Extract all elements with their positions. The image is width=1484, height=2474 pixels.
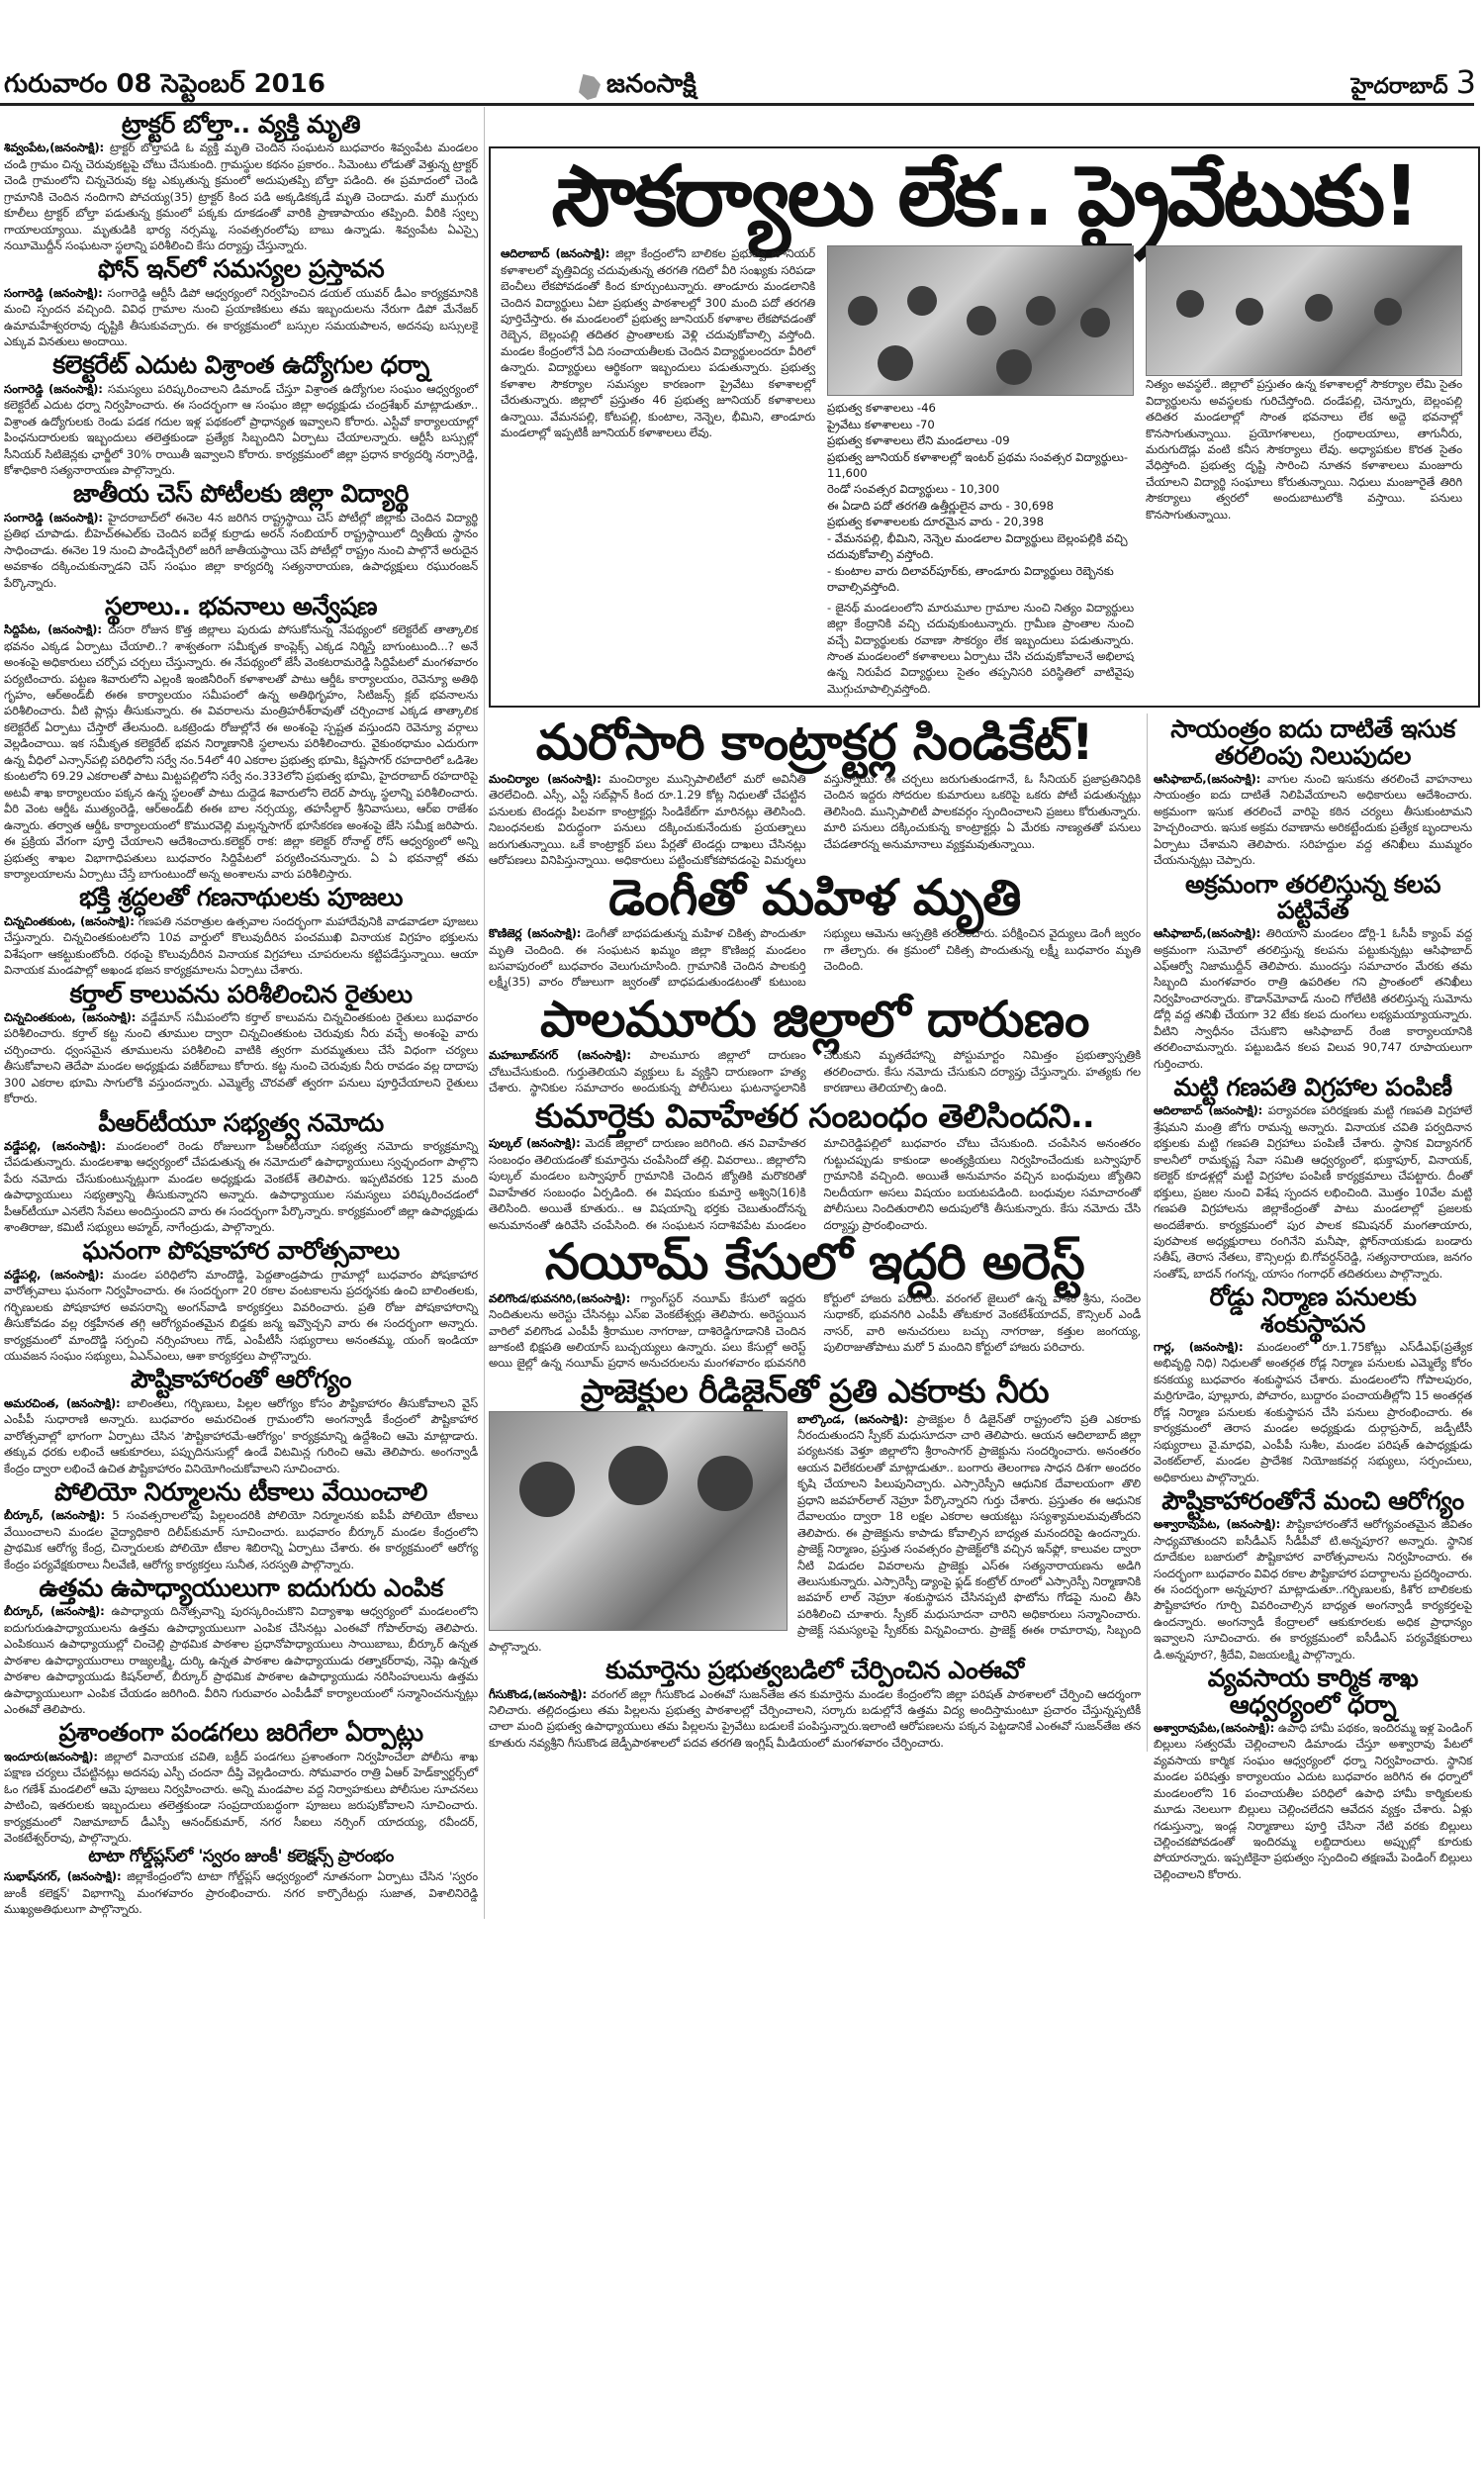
article-text: మండలంలో రెండు రోజులుగా పీఆర్‌టీయూ సభ్యత్వ నమోదు కార్యక్రమాన్ని చేపడుతున్నారు. మండలశాఖ ఆధ్వర్యంలో చేపడుతున్న ఈ నమోదులో ఉపాధ్యాయులు స్వఛ్ఛందంగా పాల్గొని పేరు నమోదు చేసుకుంటున్నట్లుగా మండల అధ్యక్షుడు వెంకటేశ్ తెలిపారు. ఇప్పటివరకు 125 మంది ఉపాధ్యాయులు సభ్యత్వాన్ని తీసుకున్నారని అన్నారు. ఉపాధ్యాయుల సమస్యలు పరిష్కరించడంలో పీఆర్‌టీయూ ఎనలేని సేవలు అందిస్తుందని వారు ఈ సందర్భంగా పేర్కొన్నారు. కార్యక్రమంలో జిల్లా ఉపాధ్యక్షుడు శాంతిరాజు, కమిటీ సభ్యులు అహ్మద్, నాగేంద్రుడు, పాల్గొన్నారు. [4, 1138, 478, 1235]
article-text: పౌష్టికాహారంతోనే ఆరోగ్యవంతమైన జీవితం సాధ్యమౌతుందని ఐసీడీఎస్ సీడీపీవో టి.అన్నపూర? అన్నారు. స్థానిక దూదేకుల బజారులో పౌష్టికాహార వారోత్సవాలను నిర్వహించారు. ఈ సందర్భంగా బుధవారం వివిధ రకాల పౌష్టికాహార పదార్థాలను ప్రదర్శించారు. ఈ సందర్భంగా అన్నపూర? మాట్లాడుతూ..గర్భిణులకు, కిశోర బాలికలకు పౌష్టికాహారం గూర్చి వివరించాల్సిన బాధ్యత అంగన్వాడీ కార్యకర్తలపై ఉందన్నారు. అంగన్వాడీ కేంద్రాలలో ఆకుకూరలకు అధిక ప్రాధాన్యం ఇవ్వాలని సూచించారు. ఈ కార్యక్రమంలో ఐసీడీఎస్ పర్యవేక్షకురాలు డి.అన్నపూర?, శ్రీదేవి, విజయలక్ష్మి పాల్గొన్నారు. [1154, 1517, 1472, 1662]
article-headline: టాటా గోల్డ్‌ప్లస్‌లో 'స్వరం జుంకీ' కలెక్షన్స్ ప్రారంభం [88, 1847, 394, 1867]
dateline: బీర్కూర్, (జనంసాక్షి): [4, 1508, 106, 1523]
article [4, 591, 478, 883]
speaker-visit-photo [489, 1411, 788, 1631]
telangana-map-icon [579, 74, 601, 100]
article-text: బాలింతలు, గర్భిణులు, పిల్లల ఆరోగ్యం కోసం పౌష్టికాహారం తీసుకోవాలని వైస్ ఎంపీపీ సుధారాణి అన్నారు. బుధవారం అమరచింత గ్రామంలోని అంగన్వాడీ కేంద్రంలో పౌష్టికాహార వారోత్సవాల్లో భాగంగా ఏర్పాటు చేసిన 'పౌష్టికాహారమే-ఆరోగ్యం' కార్యక్రమాన్ని ఉద్దేశించి ఆమె మాట్లాడారు. తక్కువ ధరకు లభించే ఆకుకూరలు, పప్పుదినుసుల్లో ఉండే విటమిన్ల గురించి ఆమె తెలిపారు. అంగన్వాడీ కేంద్రం ద్వారా లభించే ఉచిత పౌష్టికాహారం వినియోగించుకోవాలని సూచించారు. [4, 1395, 478, 1475]
article [4, 352, 478, 478]
article-body: నిత్యం అవస్థలే.. జిల్లాలో ప్రస్తుతం ఉన్న కళాశాలల్లో సౌకర్యాల లేమి సైతం విద్యార్థులను అవస్థలకు గురిచేస్తోంది. దండేపల్లి, చెన్నూరు, బెల్లంపల్లి తదితర మండలాల్లో సొంత భవనాలు లేక అద్దె భవనాల్లో కొనసాగుతున్నాయి. ప్రయోగశాలలు, గ్రంథాలయాలు, తాగునీరు, మరుగుదొడ్లు వంటి కనీస సౌకర్యాలు లేవు. అధ్యాపకుల కొరత సైతం వేధిస్తోంది. ప్రభుత్వ దృష్టి సారించి నూతన కళాశాలలు మంజూరు చేయాలని విద్యార్థి సంఘాలు కోరుతున్నాయి. నిధులు మంజూరైతే తిరిగి సౌకర్యాలు త్వరలో అందుబాటులోకి వస్తాయి. పనులు కొనసాగుతున్నాయి. [1146, 377, 1462, 522]
dateline: గీసుకొండ,(జనంసాక్షి): [489, 1686, 588, 1701]
article-text: గ్యాంగ్‌స్టర్ నయీమ్ కేసులో ఇద్దరు నిందితులను అరెస్టు చేసినట్లు ఎస్ఐ వెంకటేశ్వర్లు తెలిపారు. అరెస్టయిన వారిలో వలిగొండ ఎంపీపీ శ్రీరాముల నాగరాజు, దాశిరెడ్డిగూడానికి చెందిన జూకంటి భిక్షపతి అలియాస్ బుచ్చయ్యలు ఉన్నారు. పలు కేసుల్లో అరెస్ట్ అయి జైల్లో ఉన్న నయీమ్ ప్రధాన అనుచరులను మంగళవారం భువనగిరి కోర్టులో హాజరు పరిచారు. వరంగల్ జైలులో ఉన్న పాశం శ్రీను, సందెల సుధాకర్, భువనగిరి ఎంపీపీ తోటకూర వెంకటేశ్‌యాదవ్, కౌన్సిలర్ ఎండీ నాసర్, వారి అనుచరులు బచ్చు నాగరాజు, కత్తుల జంగయ్య, పులిరాజుతోపాటు మరో 5 మందిని కోర్టులో హాజరు పరిచారు. [489, 1290, 1141, 1371]
newspaper-logo [579, 69, 696, 105]
article-text: ప్రాజెక్టుల రీ డిజైన్‌తో రాష్ట్రంలోని ప్రతి ఎకరాకు నీరందుతుందని స్పీకర్ మధుసూదనా చారి తెలిపారు. ఆయన ఆదిలాబాద్ జిల్లా పర్యటనకు వెళ్తూ జిల్లాలోని శ్రీరాంసాగర్ ప్రాజెక్టును సందర్శించారు. అనంతరం ఆయన విలేకరులతో మాట్లాడుతూ.. బంగారు తెలంగాణ సాధన దిశగా అందరం కృషి చేయాలని పిలుపునిచ్చారు. ఎస్సారెస్పీని ఆధునిక దేవాలయంగా తొలి ప్రధాని జవహర్‌లాల్ నెహ్రూ పేర్కొన్నారని గుర్తు చేశారు. ప్రస్తుతం ఈ ఆధునిక దేవాలయం ద్వారా 18 లక్షల ఎకరాల ఆయకట్టు సస్యశ్యామలమవుతోందని తెలిపారు. ఈ ప్రాజెక్టును కాపాడు కోవాల్సిన బాధ్యత మనందరిపై ఉందన్నారు. ప్రాజెక్ట్ నిర్మాణం, ప్రస్తుత సంవత్సరం ప్రాజెక్ట్‌లోకి వచ్చిన ఇన్‌ఫ్లో, కాలువల ద్వారా నీటి విడుదల వివరాలను ప్రాజెక్టు ఎస్ఈ సత్యనారాయణను అడిగి తెలుసుకున్నారు. ఎస్సారెస్పీ డ్యాంపై ఫ్లడ్ కంట్రోల్ రూంలో ఎస్సారెస్పీ నిర్మాణానికి జవహర్ లాల్ నెహ్రూ శంకుస్థాపన చేసినప్పటి ఫొటోను గోడపై నుంచి తీసి పరిశీలించి చూశారు. స్పీకర్ మధుసూదనా చారిని అధికారులు సన్మానించారు. ప్రాజెక్ట్ సమస్యలపై స్పీకర్‌కు విన్నవించారు. ప్రాజెక్ట్ ఈఈ రామారావు, సిబ్బంది పాల్గొన్నారు. [489, 1411, 1141, 1654]
article-body [4, 1267, 478, 1365]
dateline: ఇందూరు(జనంసాక్షి): [4, 1749, 98, 1763]
dateline: అమరచింత, (జనంసాక్షి): [4, 1395, 121, 1410]
dateline: సంగారెడ్డి (జనంసాక్షి): [4, 510, 103, 524]
article-body [1154, 1339, 1472, 1485]
article-text: తిరియాని మండలం డోర్లి-1 ఓసీపీ క్యాంప్ వద్ద అక్రమంగా సుమోలో తరలిస్తున్న కలపను పట్టుకున్నట్లు ఆసిఫాబాద్ ఎఫ్ఆర్వో నిజాముద్దీన్ తెలిపారు. ముందస్తు సమాచారం మేరకు తమ సిబ్బంది మంగళవారం రాత్రి ఉపరితల గని ప్రాంతంలో తనిఖీలు నిర్వహించారన్నారు. కౌడాన్‌మోవాడ్ నుంచి గోలేటికి తరలిస్తున్న సుమోను డోర్లి వద్ద తనిఖీ చేయగా 32 టేకు కలప దుంగలు లభ్యమయ్యాయన్నారు. వీటిని స్వాధీనం చేసుకొని ఆసిఫాబాద్ రేంజి కార్యాలయానికి తరలించామన్నారు. పట్టుబడిన కలప విలువ 90,747 రూపాయలుగా గుర్తించారు. [1154, 926, 1472, 1071]
article-body [489, 1290, 1141, 1372]
article [489, 1233, 1141, 1372]
dateline: చిన్నచింతకుంట, (జనంసాక్షి): [4, 913, 135, 928]
article-headline: కుమార్తెకు వివాహేతర సంబంధం తెలిసిందని.. [534, 1095, 1095, 1135]
dateline: బాల్కొండ, (జనంసాక్షి): [797, 1411, 908, 1426]
article-text: పాలమూరు జిల్లాలో దారుణం చోటుచేసుకుంది. గుర్తుతెలియని వ్యక్తులు ఓ వ్యక్తిని దారుణంగా హత్య చేశారు. స్థానికుల సమాచారం అందుకున్న పోలీసులు ఘటనాస్థలానికి చేరుకుని మృతదేహాన్ని పోస్టుమార్టం నిమిత్తం ప్రభుత్వాస్పత్రికి తరలించారు. కేసు నమోదు చేసుకుని దర్యాప్తు చేస్తున్నారు. హత్యకు గల కారణాలు తెలియాల్సి ఉంది. [489, 1048, 1141, 1095]
article-headline: పోలియో నిర్మూలను టీకాలు వేయించాలి [54, 1476, 427, 1506]
article-body [1154, 771, 1472, 869]
stat-line: ప్రభుత్వ కళాశాలలు లేని మండలాలు -09 [827, 433, 1010, 448]
article-body [489, 771, 1141, 869]
article [489, 1371, 1141, 1655]
article-text: జిల్లాలో వినాయక చవితి, బక్రీద్ పండగలు ప్రశాంతంగా నిర్వహించేలా పోలీసు శాఖ పక్షాణ చర్యలు చేపట్టినట్లు అదనపు ఎస్పీ చందనా దీప్తి వెల్లడించారు. సోమవారం రాత్రి ఏఆర్ హెడ్‌క్వార్టర్స్‌లో ఓం గణేశ్ మండలిలో ఆమె పూజలు నిర్వహించారు. అన్ని మండపాల వద్ద నిర్వాహకులు పోలీసుల సూచనలు పాటించి, ఇతరులకు ఇబ్బందులు తలెత్తకుండా సంప్రదాయబద్ధంగా పూజలు జరుపుకోవాలని సూచించారు. కార్యక్రమంలో నిజామాబాద్ డీఎస్పీ ఆనంద్‌కుమార్, నగర సీఐలు నర్సింగ్ యాదయ్య, రవీందర్, వెంకటేశ్వర్‌రావు, పాల్గొన్నారు. [4, 1749, 478, 1845]
lead-headline: సౌకర్యాలు లేక.. ప్రైవేటుకు! [551, 147, 1418, 244]
masthead [0, 0, 1484, 107]
article-text: హైదరాబాద్‌లో ఈనెల 4న జరిగిన రాష్ట్రస్థాయి చెస్ పోటీల్లో జిల్లాకు చెందిన విద్యార్థి ప్రతిభ చూపాడు. బీహెచ్ఈఎల్‌కు చెందిన ఐదేళ్ల కుర్రాడు అరన్ నంబియార్ రాష్ట్రస్థాయిలో ద్వితీయ స్థానం సాధించాడు. ఈనెల 19 నుంచి పాండిచ్చేరిలో జరిగే జాతీయస్థాయి చెస్ పోటీల్లో రాష్ట్రం నుంచి పాల్గొనే అరుదైన అవకాశం దక్కించుకున్నాడని చెస్ సంఘం జిల్లా కార్యదర్శి సత్యనారాయణ, ఉపాధ్యక్షులు రఘురంజన్ పేర్కొన్నారు. [4, 510, 478, 590]
article-text: జిల్లాకేంద్రంలోని టాటా గోల్డ్‌ప్లస్ ఆధ్వర్యంలో నూతనంగా ఏర్పాటు చేసిన 'స్వరం జుంకీ కలెక్షన్' విభాగాన్ని మంగళవారం ప్రారంభించారు. నగర కార్పొరేటర్లు సుజాత, విశాలినిరెడ్డి ముఖ్యఅతిథులుగా పాల్గొన్నారు. [4, 1869, 478, 1917]
article-body [489, 1686, 1141, 1752]
article [4, 256, 478, 349]
dateline: బీర్కూర్, (జనంసాక్షి): [4, 1604, 105, 1619]
article-headline: మరోసారి కాంట్రాక్టర్ల సిండికేట్! [535, 714, 1094, 772]
article-body [4, 1507, 478, 1572]
article-text: ఉపాధ్యాయ దినోత్సవాన్ని పురస్కరించుకొని విద్యాశాఖ ఆధ్వర్యంలో మండలంలోని ఐదుగురుఉపాధ్యాయులను ఉత్తమ ఉపాధ్యాయులుగా ఎంపిక చేసినట్లు ఎంఈవో గోపాల్‌రావు తెలిపారు. ఎంపికయిన ఉపాధ్యాయుల్లో చించెల్లి ప్రాథమిక పాఠశాల ప్రధానోపాధ్యాయులు సాయిబాబు, బీర్కూర్ ఉన్నత పాఠశాల ఉపాధ్యాయురాలు రాజ్యలక్ష్మి, దుర్కి ఉన్నత పాఠశాల ఉపాధ్యాయుడు రత్నాకర్‌రావు, నెమ్లి ఉన్నత పాఠశాల ఉపాధ్యాయుడు కిషన్‌లాల్, బీర్కూర్ ప్రాథమిక పాఠశాల ఉపాధ్యాయుడు నరిసింహులును ఉత్తమ ఉపాధ్యాయులుగా ఎంపిక చేయడం జరిగింది. వీరిని గురువారం ఎంపీడీవో కార్యాలయంలో సన్మానించనున్నట్లు ఎంఈవో తెలిపారు. [4, 1604, 478, 1716]
article-body [1154, 1720, 1472, 1883]
article [1154, 1285, 1472, 1485]
right-column [1148, 714, 1472, 1883]
edition-info [1351, 63, 1476, 104]
dateline: సంగారెడ్డి (జనంసాక్షి): [4, 285, 103, 300]
article [4, 1575, 478, 1717]
article-text: మండల పరిధిలోని మాందొడ్డి, పెద్దతాండ్రపాడు గ్రామాల్లో బుధవారం పోషకాహార వారోత్సవాలు ఘనంగా నిర్వహించారు. ఈ సందర్భంగా 20 రకాల వంటకాలను ప్రదర్శనకు ఉంచి బాలింతలకు, గర్భిణులకు పోషకాహార అవసరాన్ని అంగన్‌వాడి కార్యకర్తలు వివరించారు. ప్రతి రోజు పోషకాహారాన్ని తీసుకోవడం వల్ల రక్తహీనత తగ్గి ఆరోగ్యవంతమైన బిడ్డకు జన్మ ఇవ్వొచ్చని వారు ఈ సందర్భంగా అన్నారు. కార్యక్రమంలో మాందొడ్డి సర్పంచి నర్సింహులు గౌడ్, ఎంపీటీసీ సభ్యురాలు అనంతమ్మ, యంగ్ ఇండియా యువజన సంఘం సభ్యులు, ఏఎన్ఎంలు, ఆశా కార్యకర్తలు పాల్గొన్నారు. [4, 1267, 478, 1363]
stat-line: ప్రైవేటు కళాశాలలు -70 [827, 417, 935, 431]
article-body [4, 1009, 478, 1107]
article [1154, 1485, 1472, 1663]
dateline: అశ్వారావుపేట, (జనంసాక్షి): [1154, 1517, 1281, 1532]
article-text: పర్యావరణ పరిరక్షణకు మట్టి గణపతి విగ్రహాలే శ్రేషమని మంత్రి జోగు రామన్న అన్నారు. వినాయక చవితి పర్వదినాన భక్తులకు మట్టి గణపతి విగ్రహాలు పంపిణీ చేశారు. స్థానిక విద్యానగర్ కాలనీలో రామకృష్ణ సేవా సమితి ఆధ్వర్యంలో, భుక్తాపూర్, వినాయక్, కలెక్టర్ కూడళ్లల్లో మట్టి విగ్రహాల పంపిణీ కార్యక్రమాలు చేపట్టారు. దీంతో భక్తులు, ప్రజల నుంచి విశేష స్పందన లభించింది. మొత్తం 10వేల మట్టి గణపతి విగ్రహాలను జిల్లాకేంద్రంతో పాటు మండలాల్లో ప్రజలకు అందజేశారు. కార్యక్రమంలో పుర పాలక కమిషనర్ మంగతాయారు, పురపాలక అధ్యక్షురాలు రంగినేని మనీషా, ఫ్లోర్‌నాయకుడు బండారు సతీష్, తెరాస నేతలు, కౌన్సిలర్లు బి.గోవర్ధన్‌రెడ్డి, సత్యనారాయణ, జనగం సంతోష్, బాదన్ గంగన్న, యాసం గంగాధర్ తదితరులు పాల్గొన్నారు. [1154, 1103, 1472, 1281]
lead-columns [501, 245, 1468, 698]
issue-date: గురువారం 08 సెప్టెంబర్ 2016 [4, 69, 325, 99]
article-text: సమస్యలు పరిష్కరించాలని డిమాండ్ చేస్తూ విశ్రాంత ఉద్యోగుల సంఘం ఆధ్వర్యంలో కలెక్టరేట్ ఎదుట ధర్నా నిర్వహించారు. ఈ సందర్భంగా ఆ సంఘం జిల్లా అధ్యక్షుడు చంద్రశేఖర్ మాట్లాడుతూ.. విశ్రాంత ఉద్యోగులకు రెండు పడక గదుల ఇళ్ల పథకంలో ప్రాధాన్యత ఇవ్వాలని కోరారు. ఎస్టీవో కార్యాలయాల్లో పింఛనుదారులకు ఇబ్బందులు తలెత్తకుండా ప్రత్యేక సిబ్బందిని ఏర్పాటు చేయాలన్నారు. ఆర్టీసీ బస్సుల్లో సీనియర్ సిటిజెన్లకు ఛార్జీలో 30% రాయితీ ఇవ్వాలని కోరారు. కార్యక్రమంలో జిల్లా ప్రధాన కార్యదర్శి నర్సారెడ్డి, కోశాధికారి సత్యనారాయణ పాల్గొన్నారు. [4, 381, 478, 477]
dateline: ఆదిలాబాద్ (జనంసాక్షి): [1154, 1103, 1263, 1118]
article-text: ఉపాధి హామీ పథకం, ఇందిరమ్మ ఇళ్ల పెండింగ్ బిల్లులు సత్వరమే చెల్లించాలని డిమాండు చేస్తూ అశ్వారావు పేటలో వ్యవసాయ కార్మిక సంఘం ఆధ్వర్యంలో ధర్నా నిర్వహించారు. స్థానిక మండల పరిషత్తు కార్యాలయం ఎదుట బుధవారం జరిగిన ఈ ధర్నాలో మండలంలోని 16 పంచాయతీల పరిధిలో ఉపాధి హామీ కార్మికులకు మూడు నెలలుగా బిల్లులు చెల్లించలేదని ఆవేదన వ్యక్తం చేశారు. ఏళ్లు గడుస్తున్నా, ఇండ్ల నిర్మాణాలు పూర్తి చేసినా నేటి వరకు బిల్లులు చెల్లించకపోవడంతో ఇందిరమ్మ లబ్దిదారులు అప్పుల్లో కూరుకు పోయారన్నారు. ఇప్పటికైనా ప్రభుత్వం స్పందించి తక్షణమే పెండింగ్ బిల్లులు చెల్లించాలని కోరారు. [1154, 1720, 1472, 1881]
article-headline: అక్రమంగా తరలిస్తున్న కలప పట్టివేత [1185, 869, 1440, 924]
classroom-photo [827, 245, 1134, 396]
article [4, 112, 478, 253]
article-headline: నయీమ్ కేసులో ఇద్దరి అరెస్ట్ [544, 1233, 1085, 1291]
article [4, 1238, 478, 1364]
dateline: మహబూబ్‌నగర్ (జనంసాక్షి): [489, 1048, 631, 1063]
students-photo [1146, 245, 1462, 376]
article [4, 1476, 478, 1572]
article-body [4, 1603, 478, 1717]
page-number: 3 [1455, 63, 1476, 101]
article-headline: ప్రశాంతంగా పండగలు జరిగేలా ఏర్పాట్లు [58, 1718, 423, 1748]
dateline: కొణిజెర్ల (జనంసాక్షి): [489, 926, 582, 941]
lead-col-3 [1146, 245, 1462, 523]
stat-line: - వేమనపల్లి, భీమిని, నెన్నెల మండలాల విద్యార్థులు బెల్లంపల్లికి వచ్చి చదువుకోవాల్సి వస్తోంది. [827, 530, 1128, 562]
article-headline: పీఆర్‌టీయూ సభ్యత్వ నమోదు [98, 1107, 384, 1137]
article-body [4, 913, 478, 979]
article-headline: ఫోన్ ఇన్‌లో సమస్యల ప్రస్తావన [97, 254, 385, 284]
article-headline: వ్యవసాయ కార్మిక శాఖ ఆధ్వర్యంలో ధర్నా [1207, 1664, 1419, 1719]
article [4, 1720, 478, 1846]
article-headline: ఘనంగా పోషకాహార వారోత్సవాలు [82, 1236, 400, 1266]
article-text: 5 సంవత్సరాలలోపు పిల్లలందరికి పోలియో నిర్మూలనకు ఐపీపీ పోలియో టీకాలు వేయించాలని మండల వైద్యాధికారి దిలీప్‌కుమార్ సూచించారు. బుధవారం బీర్కూర్ మండల కేంద్రంలోని ప్రాథమిక ఆరోగ్య కేంద్ర, చిన్నారులకు పోలియో టీకాల శిబిరాన్ని ఏర్పాటు చేశారు. ఈ కార్యక్రమంలో ఆరోగ్య కేంద్రం పర్యవేక్షకురాలు నీలవేణి, ఆరోగ్య కార్యకర్తలు సునీత, సరస్వతి పాల్గొన్నారు. [4, 1508, 478, 1571]
article-body [1154, 925, 1472, 1072]
stat-line: ప్రభుత్వ కళాశాలలు -46 [827, 401, 936, 416]
article-headline: జాతీయ చెస్ పోటీలకు జిల్లా విద్యార్థి [73, 479, 409, 509]
stats-list [827, 400, 1134, 595]
dateline: ఆదిలాబాద్ (జనంసాక్షి): [501, 246, 610, 261]
dateline: మంచిర్యాల (జనంసాక్షి): [489, 771, 602, 786]
article-text: మెదక్ జిల్లాలో దారుణం జరిగింది. తన వివాహేతర సంబంధం తెలియడంతో కుమార్తెను చంపేసిందో తల్లి. వివరాలు.. జిల్లాలోని పుల్కల్ మండలం బస్వాపూర్ గ్రామానికి చెందిన జ్యోతికి మరొకరితో వివాహేతర సంబంధం ఏర్పడింది. ఈ విషయం కుమార్తె అశ్విని(16)కి తెలిసింది. అయితే కూతురు.. ఆ విషయాన్ని భర్తకు చెబుతుందోనన్న అనుమానంతో ఉరివేసి చంపేసింది. ఈ సంఘటన సదాశివపేట మండలం మాచిరెడ్డిపల్లిలో బుధవారం చోటు చేసుకుంది. చంపేసిన అనంతరం గుట్టుచప్పుడు కాకుండా అంత్యక్రియలు నిర్వహించేందుకు బస్వాపూర్ గ్రామానికి వచ్చింది. అయితే అనుమానం వచ్చిన బంధువులు జ్యోతిని నిలదీయగా అసలు విషయం బయటపడింది. బంధువుల సమాచారంతో పోలీసులు నిందితురాలిని అదుపులోకి తీసుకున్నారు. కేసు నమోదు చేసి దర్యాప్తు ప్రారంభించారు. [489, 1136, 1141, 1232]
article [4, 885, 478, 978]
article-headline: భక్తి శ్రద్ధలతో గణనాథులకు పూజలు [79, 883, 403, 912]
article-headline: రోడ్డు నిర్మాణ పనులకు శంకుస్థాపన [1209, 1283, 1417, 1338]
article-body [4, 1395, 478, 1476]
dateline: వడ్డేపల్లి, (జనంసాక్షి): [4, 1267, 104, 1282]
edition-city: హైదరాబాద్ [1350, 74, 1448, 99]
stat-line: ప్రభుత్వ కళాశాలలకు దూరమైన వారు - 20,398 [827, 515, 1044, 529]
article-headline: పాలమూరు జిల్లాలో దారుణం [539, 990, 1089, 1048]
masthead-rule [0, 103, 1474, 106]
article [489, 868, 1141, 991]
article-headline: పౌష్టికాహారంతో ఆరోగ్యం [131, 1365, 351, 1394]
lead-story [489, 146, 1480, 708]
dateline: ఆసిఫాబాద్,(జనంసాక్షి): [1154, 926, 1261, 941]
dateline: సిద్దిపేట, (జనంసాక్షి): [4, 622, 102, 637]
article-text: వాగుల నుంచి ఇసుకను తరలించే వాహనాలు సాయంత్రం ఐదు దాటితే నిలిపివేయాలని అధికారులు ఆదేశించారు. అక్రమంగా ఇసుక తరలించే వారిపై కఠిన చర్యలు తీసుకుంటామని హెచ్చరించారు. ఇసుక అక్రమ రవాణాను అరికట్టేందుకు ప్రత్యేక బృందాలను ఏర్పాటు చేశామని తెలిపారు. సరిహద్దుల వద్ద తనిఖీలు ముమ్మరం చేయనున్నట్లు చెప్పారు. [1154, 771, 1472, 868]
article [4, 1367, 478, 1476]
dateline: గార్ల, (జనంసాక్షి): [1154, 1339, 1244, 1354]
article-body [4, 621, 478, 882]
article-text: దసరా రోజున కొత్త జిల్లాలు పురుడు పోసుకోనున్న నేపథ్యంలో కలెక్టరేట్ తాత్కాలిక భవనం ఎక్కడ ఏర్పాటు చేయాలి..? శాశ్వతంగా సమీకృత కాంప్లెక్స్ ఎక్కడ నిర్మిస్తే బాగుంటుంది...? అనే అంశంపై అధికారులు చర్చోప చర్చలు చేస్తున్నారు. ఈ నేపథ్యంలో జేసీ వెంకటరామరెడ్డి సిద్దిపేటలో మంగళవారం పర్యటించారు. పట్టణ శివారులోని ఎల్లంకి ఇంజినీరింగ్ కళాశాలతో పాటు ఆర్డీఓ కార్యాలయం, రెవెన్యూ అతిథి గృహం, ఆర్అండ్‌బీ ఈఈ కార్యాలయం సమీపంలో ఉన్న అతిథిగృహం, సిటిజన్స్ క్లబ్ భవనాలను పరిశీలించారు. వీటి ప్లాన్లు తీసుకున్నారు. ఈ వివరాలను మంత్రిహరీశ్‌రావుతో చర్చించాక ఎక్కడ తాత్కాలిక కలెక్టరేట్ ఏర్పాటు చేస్తారో తేలనుంది. ఒకట్రెండు రోజుల్లోనే ఈ అంశంపై స్పష్టత వస్తుందని రెవెన్యూ వర్గాలు వెల్లడించాయి. ఇక సమీకృత కలెక్టరేట్ భవన నిర్మాణానికి స్థలాలను పరిశీలించారు. వైకుంఠధామం ఎదురుగా ఉన్న వీధిలో ఎన్సాన్‌పల్లి పరిధిలోని సర్వే నం.54లో 40 ఎకరాల ప్రభుత్వ భూమి, కిష్టసాగర్ రహదారిలో ఒడిశెల కుంటలోని 69.29 ఎకరాలతో పాటు మిట్టపల్లిలోని సర్వే నం.333లోని ప్రభుత్వ భూమి, హైదరాబాద్ రహదారిపై అటవీ శాఖ కార్యాలయం పక్కన ఉన్న స్థలంతో పాటు దుద్దెడ శివారులోని లెదర్ పార్కు స్థలాన్ని పరిశీలించారు. వీరి వెంట ఆర్డీఓ ముత్యంరెడ్డి, ఆర్అండ్‌బీ ఈఈ బాల నర్సయ్య, తహసీల్దార్ శ్రీనివాసులు, ఆర్ఐ రాజేశం ఉన్నారు. తర్వాత ఆర్డీఓ కార్యాలయంలో కొమురవెల్లి మల్లన్నసాగర్ భూసేకరణ అంశంపై జేసి సమీక్ష జరిపారు. ఈ ప్రక్రియ వేగంగా పూర్తి చేయాలని ఆదేశించారు.కలెక్టర్ రాక: జిల్లా కలెక్టర్ రోనాల్డ్ రోస్ ఆధ్వర్యంలో అన్ని ప్రభుత్వ శాఖల విభాగాధిపతులు బుధవారం సిద్దిపేటలో పర్యటించనున్నారు. ఏ ఏ భవనాల్లో తమ కార్యాలయాలను ఏర్పాటు చేస్తే బాగుంటుందో అన్న అంశాలను వారు పరిశీలిస్తారు. [4, 622, 478, 882]
article-text: మండలంలో రూ.1.75కోట్లు ఎస్‌డీఎఫ్(ప్రత్యేక అభివృద్ధి నిధి) నిధులతో అంతర్గత రోడ్ల నిర్మాణ పనులకు ఎమ్మెల్యే కోరం కనకయ్య బుధవారం శంకుస్థాపన చేశారు. మండలంలోని గోపాలపురం, మర్రిగూడెం, పూల్లూరు, పోచారం, బుద్దారం పంచాయతీల్లోని 15 అంతర్గత రోడ్ల నిర్మాణ పనులకు శంకుస్థాపన చేసి పనులు ప్రారంభించారు. ఈ కార్యక్రమంలో తెరాస మండల అధ్యక్షుడు దుర్గాప్రసాద్, జడ్పీటీసీ సభ్యురాలు వై.మాధవి, ఎంపీపీ సుశీల, మండల పరిషత్ ఉపాధ్యక్షుడు వెంకట్‌లాల్, మండల ప్రాదేశిక నియోజకవర్గ సభ్యులు, సర్పంచులు, అధికారులు పాల్గొన్నారు. [1154, 1339, 1473, 1484]
article-body [4, 140, 478, 253]
dateline: సంగారెడ్డి (జనంసాక్షి): [4, 381, 103, 396]
article-body [4, 1749, 478, 1847]
stat-line: ఈ ఏడాది పదో తరగతి ఉత్తీర్ణులైన వారు - 30,698 [827, 498, 1054, 513]
lower-columns [489, 714, 1480, 1883]
article [489, 990, 1141, 1096]
article-headline: ఉత్తమ ఉపాధ్యాయులుగా ఐదుగురు ఎంపిక [39, 1573, 443, 1603]
dateline: పుల్కల్ (జనంసాక్షి): [489, 1136, 581, 1151]
article-headline: కలెక్టరేట్ ఎదుట విశ్రాంత ఉద్యోగుల ధర్నా [52, 350, 429, 380]
dateline: అశ్వారావుపేట,(జనంసాక్షి): [1154, 1720, 1275, 1735]
article [1154, 1665, 1472, 1882]
article-body [4, 1868, 478, 1917]
article-body [489, 1135, 1141, 1233]
dateline: ఆసిఫాబాద్,(జనంసాక్షి): [1154, 771, 1261, 786]
stat-line: - కుంటాల వారు దిలావర్‌పూర్‌కు, తాండూరు విద్యార్థులు రెబ్బెనకు రావాల్సివస్తోంది. [827, 563, 1114, 595]
dateline: సుభాష్‌నగర్, (జనంసాక్షి): [4, 1869, 122, 1884]
article-body [489, 925, 1141, 991]
dateline: శివ్వంపేట,(జనంసాక్షి): [4, 141, 104, 155]
article-headline: స్థలాలు.. భవనాలు అన్వేషణ [104, 591, 378, 620]
article [489, 1658, 1141, 1751]
article-text: వరంగల్ జిల్లా గీసుకొండ ఎంఈవో సుజన్‌తేజ తన కుమార్తెను మండల కేంద్రంలోని జిల్లా పరిషత్ పాఠశాలలో చేర్పించి ఆదర్శంగా నిలిచారు. తల్లిదండ్రులు తమ పిల్లలను ప్రభుత్వ పాఠశాలల్లో చేర్పించాలని, సర్కారు బడుల్లోనే ఉత్తమ విద్య అందిస్తామంటూ ప్రచారం చేస్తున్నప్పటికీ చాలా మంది ప్రభుత్వ ఉపాధ్యాయులు తమ పిల్లలను ప్రైవేటు బడులకే పంపిస్తున్నారు.ఇలాంటి ఆరోపణలను పక్కన పెట్టడానికే ఎంఈవో సుజన్‌తేజ తన కూతురు నవ్యశ్రీని గీసుకొండ జెడ్పీపాఠశాలలో పదవ తరగతి ఇంగ్లిష్ మీడియంలో మంగళవారం చేర్పించారు. [489, 1686, 1141, 1750]
article-body [1154, 1102, 1472, 1282]
article [489, 716, 1141, 868]
article-text: మంచిర్యాల మున్సిపాలిటీలో మరో అవినీతి తెరలేచింది. ఎస్సీ, ఎస్టీ సబ్‌ప్లాన్ కింద రూ.1.29 కోట్ల నిధులతో చేపట్టిన పనులకు టెండర్లు పిలవగా కాంట్రాక్టర్లు సిండికేట్‌గా మారినట్లు తెలిసింది. నిబంధనలకు విరుద్ధంగా పనులు దక్కించుకునేందుకు ప్రయత్నాలు జరుగుతున్నాయి. ఒకే కాంట్రాక్టర్ పలు పేర్లతో టెండర్లు దాఖలు చేసినట్లు ఆరోపణలు వినిపిస్తున్నాయి. అధికారులు పట్టించుకోకపోవడంపై విమర్శలు వస్తున్నాయి. ఈ చర్చలు జరుగుతుండగానే, ఓ సీనియర్ ప్రజాప్రతినిధికి చెందిన ఇద్దరు సోదరుల కుమారులు ఒకరిపై ఒకరు పోటీ పడుతున్నట్లు తెలిసింది. మున్సిపాలిటీ పాలకవర్గం స్పందించాలని ప్రజలు కోరుతున్నారు. మారి పనులు దక్కించుకున్న కాంట్రాక్టర్లు ఏ మేరకు నాణ్యతతో పనులు చేపడతారన్న అనుమానాలు వ్యక్తమవుతున్నాయి. [489, 771, 1141, 868]
middle-column [489, 714, 1148, 1752]
article-text: డెంగీతో బాధపడుతున్న మహిళ చికిత్స పొందుతూ మృతి చెందింది. ఈ సంఘటన ఖమ్మం జిల్లా కొణిజర్ల మండలం బసవాపురంలో బుధవారం వెలుగుచూసింది. గ్రామానికి చెందిన పాలకుర్తి లక్ష్మీ(35) వారం రోజులుగా జ్వరంతో బాధపడుతుండటంతో కుటుంబ సభ్యులు ఆమెను ఆస్పత్రికి తరలించారు. పరీక్షించిన వైద్యులు డెంగీ జ్వరం గా తేల్చారు. ఈ క్రమంలో చికిత్స పొందుతున్న లక్ష్మీ బుధవారం మృతి చెందింది. [489, 926, 1141, 990]
right-side [485, 107, 1480, 1883]
lead-col-1 [501, 245, 815, 441]
article-headline: డెంగీతో మహిళ మృతి [608, 868, 1021, 926]
article-text: సంగారెడ్డి ఆర్టీసీ డిపో ఆధ్వర్యంలో నిర్వహించిన డయల్ యువర్ డీఎం కార్యక్రమానికి మంచి స్పందన వచ్చింది. వివిధ గ్రామాల నుంచి ప్రయాణికులు తమ ఇబ్బందులను నేరుగా డిపో మేనేజర్ ఉమామహేశ్వరరావు దృష్టికి తీసుకువచ్చారు. ఈ కార్యక్రమంలో బస్సుల సమయపాలన, అదనపు బస్సులకై ఎక్కువ వినతులు అందాయి. [4, 285, 478, 349]
article [4, 979, 478, 1107]
article-text: ట్రాక్టర్ బోల్తాపడి ఓ వ్యక్తి మృతి చెందిన సంఘటన బుధవారం శివ్వంపేట మండలం చండి గ్రామం చిన్న చెరువుకట్టపై చోటు చేసుకుంది. గ్రామస్థుల కథనం ప్రకారం.. సిమెంటు లోడుతో వెళ్తున్న ట్రాక్టర్ చెండి గ్రామంలోని చిన్నచెరువు కట్ట ఎక్కుతున్న క్రమంలో అదుపుతప్పి బోల్తా పడింది. ఈ ప్రమాదంలో చెండి గ్రామానికి చెందిన నందిగాని పోచయ్య(35) ట్రాక్టర్ కింద పడి అక్కడికక్కడే మృతి చెందాడు. మరో ముగ్గురు కూలీలు ట్రాక్టర్ బోల్తా పడుతున్న క్రమంలో పక్కకు దూకడంతో వారికి ప్రాణాపాయం తప్పింది. వీరికి స్వల్ప గాయాలయ్యాయి. మృతుడికి భార్య నర్సమ్మ, సంవత్సరంలోపు బాబు ఉన్నాడు. శివ్వంపేట ఏఎస్సై నయీమొద్దీన్ సంఘటనా స్థలాన్ని పరిశీలించి కేసు దర్యాప్తు చేస్తున్నారు. [4, 141, 478, 252]
article-body [4, 1138, 478, 1236]
article-body [1154, 1516, 1472, 1663]
lead-col-2 [827, 245, 1134, 698]
article-text: గణపతి నవరాత్రుల ఉత్సవాల సందర్భంగా మహాదేవునికి వాడవాడలా పూజలు చేస్తున్నారు. చిన్నచింతకుంటలోని 10వ వార్డులో కొలువుదీరిన పంచముఖి వినాయక విగ్రహం భక్తులను విశేషంగా ఆకట్టుకుంటోంది. రథంపై కొలువుదీరిన వినాయక విగ్రహాలు చూపరులను కట్టిపడేస్తున్నాయి. ఆయా వినాయక మండపాల్లో అఖండ భజన కార్యక్రమాలను ఏర్పాటు చేశారు. [4, 913, 478, 978]
article [4, 1849, 478, 1917]
article-headline: ట్రాక్టర్ బోల్తా.. వ్యక్తి మృతి [121, 110, 361, 139]
article-body [489, 1047, 1141, 1095]
article-text: జిల్లా కేంద్రంలోని బాలికల ప్రభుత్వ జూనియర్ కళాశాలలో వృత్తివిద్య చదువుతున్న తరగతి గదిలో వీరి సంఖ్యకు సరిపడా బెంచీలు లేకపోవడంతో కింద కూర్చుంటున్నారు. తాండూరు మండలానికి చెందిన విద్యార్థులు ఏటా ప్రభుత్వ పాఠశాలల్లో 300 మంది పదో తరగతి పూర్తిచేస్తారు. ఈ మండలంలో ప్రభుత్వ జూనియర్ కళాశాల లేకపోవడంతో రెబ్బెన, బెల్లంపల్లి తదితర ప్రాంతాలకు వెళ్లి చదువుకోవాల్సి వస్తోంది. మండల కేంద్రంలోనే ఏది సంచాయతీలకు చెందిన విద్యార్థులందరూ వీరిలో ఉన్నారు. విద్యార్థులు ఆర్థికంగా ఇబ్బందులు పడుతున్నారు. ప్రభుత్వ కళాశాల సౌకర్యాల సమస్యల కారణంగా ప్రైవేటు కళాశాలల్లో చేరుతున్నారు. జిల్లాలో ప్రస్తుతం 46 ప్రభుత్వ జూనియర్ కళాశాలలు ఉన్నాయి. వేమనపల్లి, కోటపల్లి, కుంటాల, నెన్నెల, భీమిని, తాండూరు మండలాల్లో ఇప్పటికీ జూనియర్ కళాశాలలు లేవు. [501, 246, 815, 440]
article [4, 481, 478, 591]
dateline: వలిగొండ/భువనగిరి,(జనంసాక్షి): [489, 1290, 631, 1305]
article-text: వడ్డేమాన్ సమీపంలోని కర్తాల్ కాలువను చిన్నచింతకుంట రైతులు బుధవారం పరిశీలించారు. కర్తాల్ కట్ట నుంచి తూముల ద్వారా చిన్నచింతకుంట చెరువుకు నీరు వచ్చే అంశంపై వారు చర్చించారు. ధ్వంసమైన తూములను పరిశీలించి వాటికి త్వరగా మరమ్మతులు చేసే విధంగా చర్యలు తీసుకోవాలని తెదేపా మండల అధ్యక్షుడు వజీర్‌బాబు కోరారు. కట్ట నుంచి చెరువుకు నీరు రావడం వల్ల దాదాపు 300 ఎకరాల భూమి సాగులోకి వస్తుందన్నారు. ఎమ్మెల్యే చొరవతో త్వరగా పనులు పూర్తిచేయాలని రైతులు కోరారు. [4, 1009, 478, 1106]
article [489, 1095, 1141, 1233]
article-body [4, 510, 478, 591]
article [1154, 716, 1472, 868]
article-headline: మట్టి గణపతి విగ్రహాల పంపిణీ [1173, 1073, 1452, 1102]
stat-line: ప్రభుత్వ జూనియర్ కళాశాలల్లో ఇంటర్ ప్రథమ సంవత్సర విద్యార్థులు- 11,600 [827, 449, 1129, 480]
article-headline: సాయంత్రం ఐదు దాటితే ఇసుక తరలింపు నిలుపుదల [1170, 714, 1455, 770]
article [4, 1107, 478, 1236]
article-body [4, 381, 478, 479]
article [1154, 869, 1472, 1073]
logo-text: జనంసాక్షి [606, 69, 696, 99]
article-headline: పౌష్టికాహారంతోనే మంచి ఆరోగ్యం [1161, 1485, 1464, 1515]
article-body [501, 245, 815, 440]
article-headline: కర్తాల్ కాలువను పరిశీలించిన రైతులు [69, 979, 413, 1008]
stat-line: రెండో సంవత్సర విద్యార్థులు - 10,300 [827, 482, 1000, 497]
page-body [0, 107, 1484, 1919]
article-body [4, 285, 478, 350]
article [1154, 1075, 1472, 1282]
article-body: - జైనథ్ మండలంలోని మారుమూల గ్రామాల నుంచి నిత్యం విద్యార్థులు జిల్లా కేంద్రానికి వచ్చి చదువుకుంటున్నారు. గ్రామీణ ప్రాంతాల నుంచి వచ్చే విద్యార్థులకు రవాణా సౌకర్యం లేక ఇబ్బందులు పడుతున్నారు. సొంత మండలంలో కళాశాలలు ఏర్పాటు చేసి చదువుకోవాలనే అభిలాష ఉన్న నిరుపేద విద్యార్థులు సైతం తప్పనిసరి పరిస్థితిలో వాటివైపు మొగ్గుచూపాల్సివస్తోంది. [827, 600, 1134, 696]
article-headline: ప్రాజెక్టుల రీడిజైన్‌తో ప్రతి ఎకరాకు నీరు [580, 1371, 1050, 1410]
dateline: చిన్నచింతకుంట, (జనంసాక్షి): [4, 1009, 137, 1024]
left-column [0, 107, 485, 1919]
dateline: వడ్డేపల్లి, (జనంసాక్షి): [4, 1138, 106, 1153]
article-headline: కుమార్తెను ప్రభుత్వబడిలో చేర్పించిన ఎంఈవో [605, 1656, 1024, 1685]
